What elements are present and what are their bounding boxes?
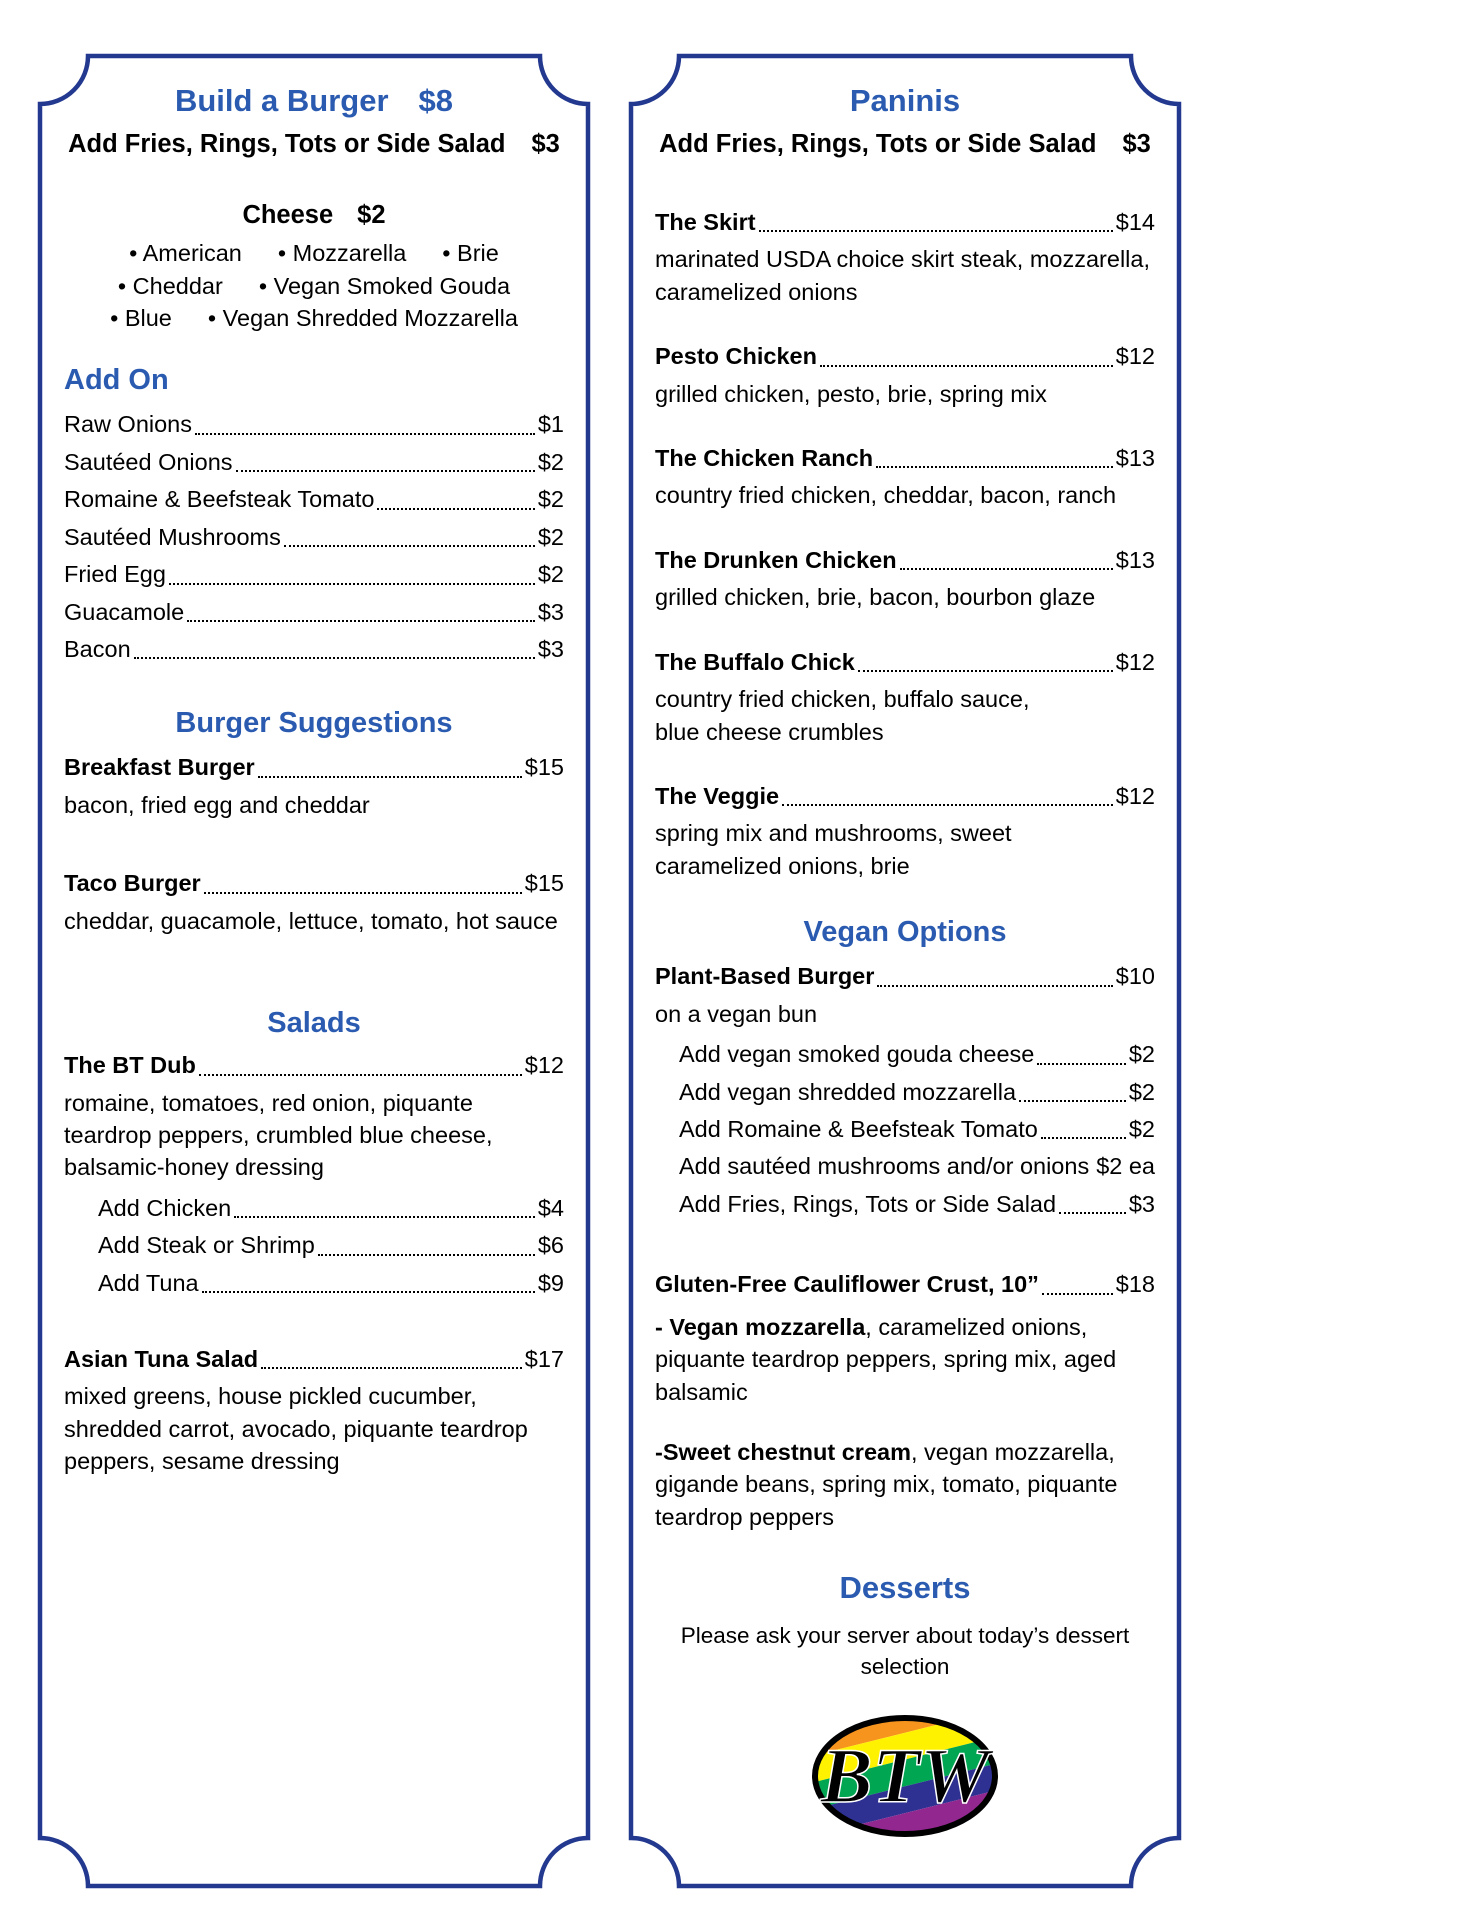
item-name: Add Chicken — [98, 1194, 232, 1221]
section-title: Build a Burger — [174, 83, 389, 118]
section-title-price: $8 — [418, 83, 454, 118]
menu-item-block — [64, 867, 564, 937]
subtitle-text: Add Fries, Rings, Tots or Side Salad — [659, 129, 1097, 158]
menu-item-block — [64, 1343, 564, 1478]
item-price: $12 — [1115, 783, 1155, 810]
menu-item-block — [64, 1049, 564, 1299]
cheese-row — [64, 270, 564, 302]
subtitle-price: $3 — [1122, 129, 1151, 158]
section-title: Paninis — [849, 83, 961, 118]
dot-leader — [1059, 1212, 1126, 1214]
dot-leader — [1019, 1100, 1126, 1102]
item-description: grilled chicken, brie, bacon, bourbon glaze — [655, 584, 1096, 611]
item-name: Add sautéed mushrooms and/or onions — [679, 1153, 1090, 1180]
cheese-option: • Brie — [442, 237, 499, 269]
item-price: $3 — [537, 598, 564, 625]
dot-leader — [261, 1367, 522, 1369]
dot-leader — [1041, 1137, 1126, 1139]
menu-item — [655, 442, 1155, 474]
dot-leader — [284, 545, 535, 547]
item-description: marinated USDA choice skirt steak, mozzarella, caramelized onions — [655, 246, 1150, 305]
item-name: Add Tuna — [98, 1269, 199, 1296]
item-description: on a vegan bun — [655, 1000, 818, 1027]
item-variant — [655, 1436, 1155, 1533]
menu-item — [64, 521, 564, 553]
item-name: Asian Tuna Salad — [64, 1346, 259, 1373]
menu-item-block — [655, 340, 1155, 410]
right-title — [655, 80, 1155, 123]
item-price: $15 — [524, 754, 564, 781]
desserts-heading: Desserts — [839, 1570, 971, 1606]
addon-heading: Add On — [64, 364, 169, 397]
cheese-option: • Blue — [110, 302, 172, 334]
item-variant — [655, 1311, 1155, 1408]
item-description: cheddar, guacamole, lettuce, tomato, hot sauce — [64, 907, 558, 934]
menu-item — [655, 646, 1155, 678]
item-name: Add Fries, Rings, Tots or Side Salad — [679, 1190, 1057, 1217]
item-price: $2 — [1128, 1078, 1155, 1105]
item-name: Raw Onions — [64, 411, 192, 438]
cheese-label: Cheese — [242, 200, 334, 229]
item-price: $15 — [524, 870, 564, 897]
salads-heading: Salads — [267, 1007, 361, 1040]
menu-item — [655, 1150, 1155, 1182]
dot-leader — [900, 568, 1113, 570]
item-price: $12 — [1115, 648, 1155, 675]
item-name: Sautéed Mushrooms — [64, 523, 281, 550]
menu-item-block — [655, 780, 1155, 882]
item-price: $9 — [537, 1269, 564, 1296]
menu-item — [64, 1343, 564, 1375]
menu-item — [64, 751, 564, 783]
desserts-note: Please ask your server about today’s dessert selection — [680, 1622, 1130, 1680]
item-name: Fried Egg — [64, 561, 166, 588]
item-name: Sautéed Onions — [64, 448, 233, 475]
cheese-option: • Cheddar — [118, 270, 223, 302]
menu-item-block — [655, 646, 1155, 748]
variant-name: - Vegan mozzarella — [655, 1313, 866, 1340]
dot-leader — [204, 892, 522, 894]
dot-leader — [134, 657, 535, 659]
item-description: country fried chicken, buffalo sauce, blue cheese crumbles — [655, 686, 1030, 745]
subtitle-price: $3 — [531, 129, 560, 158]
dot-leader — [199, 1074, 522, 1076]
right-panel-content — [655, 80, 1155, 1862]
item-name: Add Steak or Shrimp — [98, 1232, 315, 1259]
right-subtitle — [655, 127, 1155, 162]
cheese-option: • Vegan Smoked Gouda — [259, 270, 510, 302]
item-name: The BT Dub — [64, 1052, 196, 1079]
suggestions-heading: Burger Suggestions — [175, 707, 453, 740]
menu-item — [655, 206, 1155, 238]
menu-item — [655, 960, 1155, 992]
left-subtitle — [64, 127, 564, 162]
cheese-options — [64, 237, 564, 334]
cheese-option: • Mozzarella — [278, 237, 406, 269]
item-name: Romaine & Beefsteak Tomato — [64, 486, 375, 513]
item-name: The Drunken Chicken — [655, 546, 897, 573]
subtitle-text: Add Fries, Rings, Tots or Side Salad — [68, 129, 506, 158]
dot-leader — [820, 365, 1113, 367]
menu-item — [655, 1076, 1155, 1108]
item-description: mixed greens, house pickled cucumber, shredded carrot, avocado, piquante teardrop peppers, sesame dressing — [64, 1383, 528, 1475]
item-price: $2 — [1128, 1041, 1155, 1068]
item-price: $10 — [1115, 963, 1155, 990]
item-name: Breakfast Burger — [64, 754, 255, 781]
item-price: $6 — [537, 1232, 564, 1259]
menu-item — [655, 1268, 1155, 1300]
left-panel-content — [64, 80, 564, 1862]
menu-item — [655, 780, 1155, 812]
menu-item — [655, 1038, 1155, 1070]
cheese-option: • Vegan Shredded Mozzarella — [208, 302, 518, 334]
item-description: country fried chicken, cheddar, bacon, ranch — [655, 482, 1117, 509]
cheese-heading — [64, 198, 564, 233]
dot-leader — [202, 1291, 535, 1293]
dot-leader — [318, 1254, 535, 1256]
item-name: Taco Burger — [64, 870, 201, 897]
menu-item-block — [64, 751, 564, 821]
dot-leader — [236, 470, 535, 472]
menu-item — [64, 1267, 564, 1299]
dot-leader — [377, 508, 534, 510]
item-price: $2 ea — [1096, 1153, 1155, 1180]
menu-item-block — [655, 206, 1155, 308]
item-price: $13 — [1115, 445, 1155, 472]
cheese-row — [64, 302, 564, 334]
vegan-heading: Vegan Options — [803, 916, 1007, 949]
dot-leader — [187, 620, 535, 622]
menu-item — [655, 1188, 1155, 1220]
left-menu-panel — [36, 52, 592, 1890]
item-price: $18 — [1115, 1271, 1155, 1298]
menu-item — [64, 633, 564, 665]
dot-leader — [877, 985, 1112, 987]
menu-item — [64, 867, 564, 899]
dot-leader — [1037, 1063, 1125, 1065]
item-description: romaine, tomatoes, red onion, piquante teardrop peppers, crumbled blue cheese, balsamic-honey dressing — [64, 1089, 493, 1181]
item-price: $3 — [1128, 1190, 1155, 1217]
item-price: $1 — [537, 411, 564, 438]
dot-leader — [234, 1216, 535, 1218]
menu-item — [64, 408, 564, 440]
menu-item — [64, 1049, 564, 1081]
item-price: $2 — [537, 448, 564, 475]
btw-rainbow-logo — [807, 1712, 1003, 1840]
item-description: spring mix and mushrooms, sweet caramelized onions, brie — [655, 820, 1012, 879]
logo-container — [655, 1712, 1155, 1840]
item-price: $3 — [537, 635, 564, 662]
menu-item — [64, 558, 564, 590]
menu-item — [64, 483, 564, 515]
item-name: Plant-Based Burger — [655, 963, 875, 990]
item-price: $2 — [537, 486, 564, 513]
logo-text: BTW — [820, 1732, 990, 1820]
menu-item-block — [655, 1268, 1155, 1533]
item-name: Add vegan shredded mozzarella — [679, 1078, 1017, 1105]
dot-leader — [876, 466, 1113, 468]
menu-item-block — [655, 544, 1155, 614]
menu-item-block — [655, 960, 1155, 1030]
item-price: $2 — [1128, 1115, 1155, 1142]
dot-leader — [858, 670, 1113, 672]
menu-item-block — [655, 442, 1155, 512]
item-price: $14 — [1115, 208, 1155, 235]
variant-description: , vegan mozzarella, gigande beans, spring mix, tomato, piquante teardrop peppers — [655, 1438, 1118, 1530]
item-price: $12 — [524, 1052, 564, 1079]
item-price: $2 — [537, 523, 564, 550]
dot-leader — [258, 776, 522, 778]
menu-item — [64, 1192, 564, 1224]
menu-item — [655, 1113, 1155, 1145]
cheese-price: $2 — [357, 200, 386, 229]
dot-leader — [782, 804, 1113, 806]
variant-name: -Sweet chestnut cream — [655, 1438, 911, 1465]
item-price: $4 — [537, 1194, 564, 1221]
item-price: $17 — [524, 1346, 564, 1373]
dot-leader — [169, 583, 535, 585]
right-menu-panel — [627, 52, 1183, 1890]
dot-leader — [195, 433, 535, 435]
left-title — [64, 80, 564, 123]
dot-leader — [1042, 1293, 1113, 1295]
item-name: The Skirt — [655, 208, 756, 235]
item-name: The Veggie — [655, 783, 780, 810]
item-name: Bacon — [64, 635, 131, 662]
item-name: The Chicken Ranch — [655, 445, 874, 472]
item-name: The Buffalo Chick — [655, 648, 855, 675]
menu-item — [64, 1229, 564, 1261]
menu-item — [655, 544, 1155, 576]
item-name: Add Romaine & Beefsteak Tomato — [679, 1115, 1038, 1142]
item-price: $2 — [537, 561, 564, 588]
item-price: $13 — [1115, 546, 1155, 573]
item-name: Add vegan smoked gouda cheese — [679, 1041, 1035, 1068]
variant-description: , caramelized onions, piquante teardrop peppers, spring mix, aged balsamic — [655, 1313, 1117, 1405]
menu-item — [655, 340, 1155, 372]
item-name: Gluten-Free Cauliflower Crust, 10” — [655, 1271, 1039, 1298]
menu-item — [64, 446, 564, 478]
item-description: grilled chicken, pesto, brie, spring mix — [655, 380, 1047, 407]
item-name: Guacamole — [64, 598, 185, 625]
item-price: $12 — [1115, 343, 1155, 370]
item-name: Pesto Chicken — [655, 343, 817, 370]
cheese-row — [64, 237, 564, 269]
menu-item — [64, 596, 564, 628]
dot-leader — [759, 230, 1113, 232]
cheese-option: • American — [129, 237, 242, 269]
item-description: bacon, fried egg and cheddar — [64, 791, 370, 818]
